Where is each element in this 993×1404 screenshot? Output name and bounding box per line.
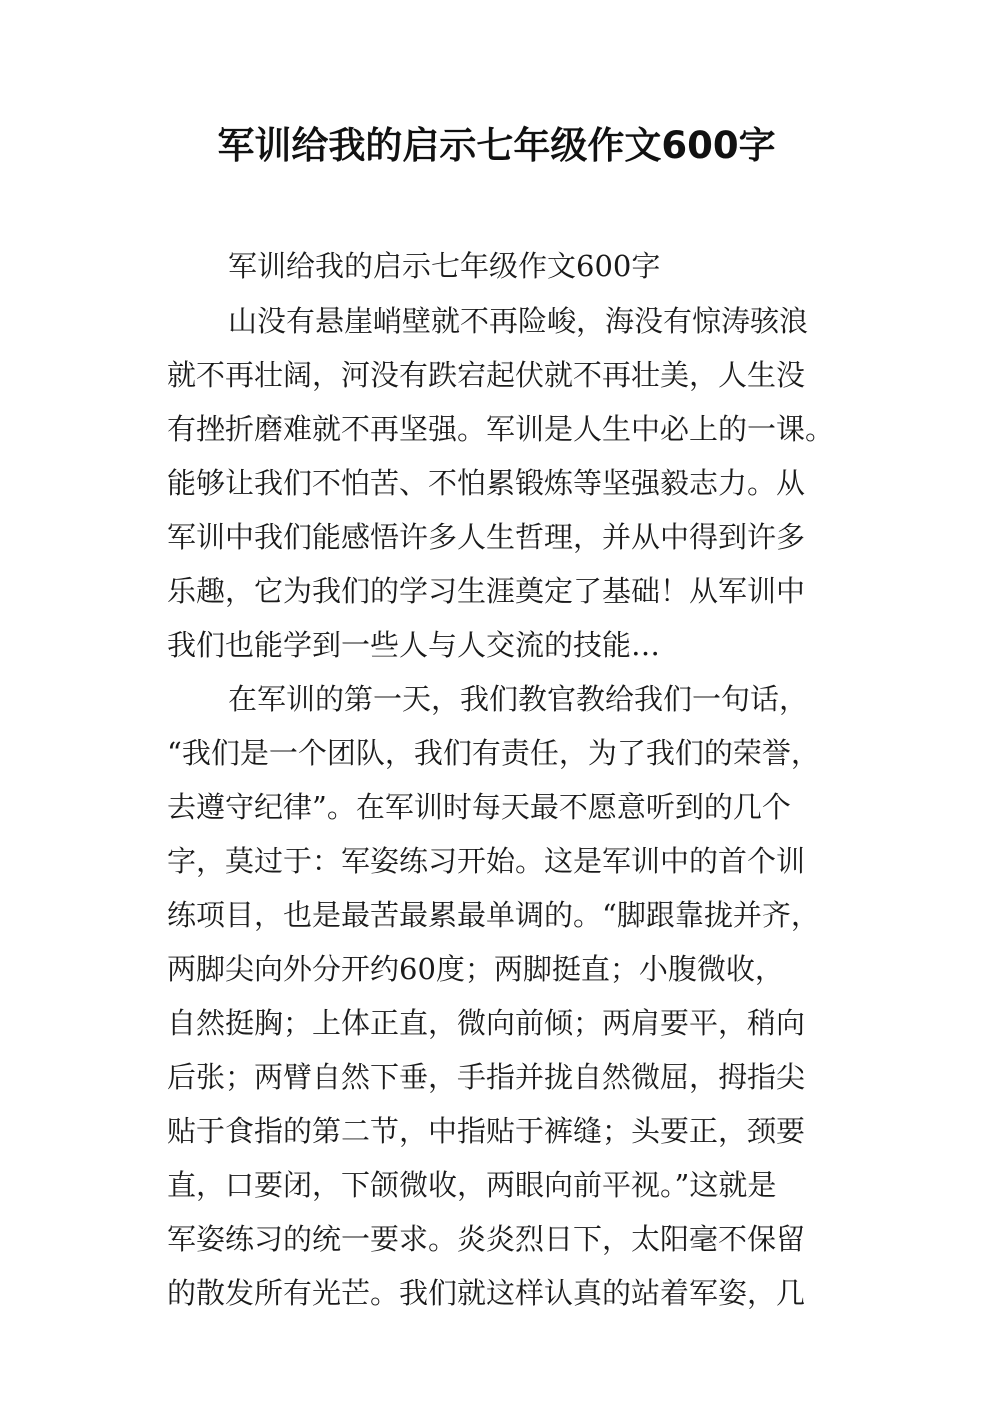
subtitle-line: 军训给我的启示七年级作文600字 [228,249,661,283]
body-line: 贴于食指的第二节，中指贴于裤缝；头要正，颈要 [167,1114,806,1148]
body-line: 两脚尖向外分开约60度；两脚挺直；小腹微收， [167,952,784,986]
body-line: “我们是一个团队，我们有责任，为了我们的荣誉， [167,736,820,770]
body-line: 直，口要闭，下颌微收，两眼向前平视。”这就是 [167,1168,777,1202]
body-line: 后张；两臂自然下垂，手指并拢自然微屈，拇指尖 [167,1060,806,1094]
body-line: 字，莫过于：军姿练习开始。这是军训中的首个训 [167,844,806,878]
body-line: 我们也能学到一些人与人交流的技能… [167,628,661,662]
body-line: 有挫折磨难就不再坚强。军训是人生中必上的一课。 [167,412,835,446]
body-line: 乐趣，它为我们的学习生涯奠定了基础！从军训中 [167,574,806,608]
body-line: 练项目，也是最苦最累最单调的。“脚跟靠拢并齐， [167,898,820,932]
body-line: 就不再壮阔，河没有跌宕起伏就不再壮美，人生没 [167,358,806,392]
body-line: 军训中我们能感悟许多人生哲理，并从中得到许多 [167,520,806,554]
body-line: 的散发所有光芒。我们就这样认真的站着军姿，几 [167,1276,806,1310]
body-line: 山没有悬崖峭壁就不再险峻，海没有惊涛骇浪 [228,304,809,338]
body-line: 能够让我们不怕苦、不怕累锻炼等坚强毅志力。从 [167,466,806,500]
body-line: 去遵守纪律”。在军训时每天最不愿意听到的几个 [167,790,791,824]
document-title: 军训给我的启示七年级作文600字 [217,124,776,167]
body-line: 在军训的第一天，我们教官教给我们一句话， [228,682,809,716]
body-line: 军姿练习的统一要求。炎炎烈日下，太阳毫不保留 [167,1222,806,1256]
body-line: 自然挺胸；上体正直，微向前倾；两肩要平，稍向 [167,1006,806,1040]
